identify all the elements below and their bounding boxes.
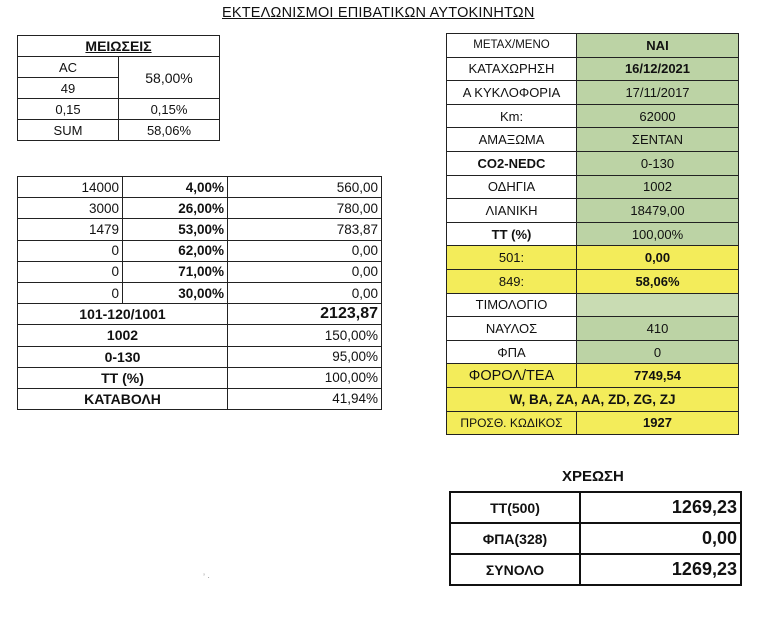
calc-rate: 4,00%	[123, 177, 228, 198]
calc-summary-row	[18, 325, 382, 346]
calc-row	[18, 240, 382, 261]
spec-row	[447, 34, 739, 58]
summary-value: 100,00%	[228, 367, 382, 388]
calc-base: 14000	[18, 177, 123, 198]
spec-row	[447, 104, 739, 128]
spec-row	[447, 317, 739, 341]
codes-cell: W, BA, ZA, AA, ZD, ZG, ZJ	[447, 387, 739, 411]
reductions-table	[17, 35, 220, 141]
reduction-row2-value: 0,15%	[119, 99, 220, 120]
spec-row	[447, 269, 739, 293]
spec-value: 58,06%	[577, 269, 739, 293]
vehicle-specs-table	[446, 33, 739, 435]
summary-label: ΚΑΤΑΒΟΛΗ	[18, 388, 228, 409]
ac-label: AC	[18, 57, 119, 78]
spec-label: 501:	[447, 246, 577, 270]
charge-label: ΦΠΑ(328)	[450, 523, 580, 554]
spec-label: CO2-NEDC	[447, 151, 577, 175]
spec-value: 410	[577, 317, 739, 341]
summary-label: TT (%)	[18, 367, 228, 388]
calc-base: 0	[18, 240, 123, 261]
summary-value: 2123,87	[228, 304, 382, 325]
spec-value: 1002	[577, 175, 739, 199]
spec-label: ΛΙΑΝΙΚΗ	[447, 199, 577, 223]
spec-label: Km:	[447, 104, 577, 128]
spec-row	[447, 246, 739, 270]
spec-value: ΝΑΙ	[577, 34, 739, 58]
spec-label: ΑΜΑΞΩΜΑ	[447, 128, 577, 152]
calc-rate: 62,00%	[123, 240, 228, 261]
spec-label: Α ΚΥΚΛΟΦΟΡΙΑ	[447, 81, 577, 105]
spec-row	[447, 222, 739, 246]
spec-label: ΜΕΤΑΧ/ΜΕΝΟ	[447, 34, 577, 58]
calc-amount: 0,00	[228, 261, 382, 282]
calc-row	[18, 198, 382, 219]
calc-row	[18, 177, 382, 198]
extra-code-value: 1927	[577, 411, 739, 435]
spec-value	[577, 293, 739, 317]
charge-value: 1269,23	[580, 554, 741, 585]
calc-base: 1479	[18, 219, 123, 240]
calc-summary-row	[18, 346, 382, 367]
calc-amount: 783,87	[228, 219, 382, 240]
charge-header: ΧΡΕΩΣΗ	[562, 468, 624, 485]
spec-label: ΦΟΡΟΛ/ΤΕΑ	[447, 364, 577, 388]
spec-row	[447, 199, 739, 223]
calc-summary-row	[18, 388, 382, 409]
spec-row	[447, 293, 739, 317]
document-title: ΕΚΤΕΛΩΝΙΣΜΟΙ ΕΠΙΒΑΤΙΚΩΝ ΑΥΤΟΚΙΝΗΤΩΝ	[222, 5, 535, 21]
spec-value: 0	[577, 340, 739, 364]
summary-label: 1002	[18, 325, 228, 346]
spec-value: 17/11/2017	[577, 81, 739, 105]
spec-value: 16/12/2021	[577, 57, 739, 81]
spec-value: ΣΕΝΤΑΝ	[577, 128, 739, 152]
calc-rate: 30,00%	[123, 282, 228, 303]
calc-amount: 0,00	[228, 282, 382, 303]
calc-base: 3000	[18, 198, 123, 219]
sum-value: 58,06%	[119, 120, 220, 141]
charge-label: ΣΥΝΟΛΟ	[450, 554, 580, 585]
calc-row	[18, 282, 382, 303]
spec-label: ΟΔΗΓΙΑ	[447, 175, 577, 199]
spec-value: 0-130	[577, 151, 739, 175]
charge-row	[450, 492, 741, 523]
spec-label: TT (%)	[447, 222, 577, 246]
spec-label: ΦΠΑ	[447, 340, 577, 364]
calc-amount: 560,00	[228, 177, 382, 198]
ac-value: 49	[18, 78, 119, 99]
spec-row	[447, 128, 739, 152]
summary-value: 95,00%	[228, 346, 382, 367]
calc-rate: 71,00%	[123, 261, 228, 282]
spec-row	[447, 340, 739, 364]
spec-row	[447, 175, 739, 199]
extra-code-label: ΠΡΟΣΘ. ΚΩΔΙΚΟΣ	[447, 411, 577, 435]
calc-row	[18, 261, 382, 282]
spec-row	[447, 81, 739, 105]
calc-rate: 53,00%	[123, 219, 228, 240]
calc-row	[18, 219, 382, 240]
charge-row	[450, 523, 741, 554]
spec-value: 18479,00	[577, 199, 739, 223]
reduction-row2-label: 0,15	[18, 99, 119, 120]
spec-value: 7749,54	[577, 364, 739, 388]
reductions-header: ΜΕΙΩΣΕΙΣ	[18, 36, 220, 57]
charge-row	[450, 554, 741, 585]
spec-value: 62000	[577, 104, 739, 128]
sum-label: SUM	[18, 120, 119, 141]
calc-amount: 780,00	[228, 198, 382, 219]
calc-base: 0	[18, 261, 123, 282]
calc-base: 0	[18, 282, 123, 303]
stray-mark: ’ ·	[203, 572, 211, 582]
charge-table	[449, 491, 742, 586]
ac-percent: 58,00%	[119, 57, 220, 99]
spec-value: 100,00%	[577, 222, 739, 246]
spec-row	[447, 364, 739, 388]
spec-label: ΝΑΥΛΟΣ	[447, 317, 577, 341]
tax-calculation-table	[17, 176, 382, 410]
calc-summary-row	[18, 304, 382, 325]
spec-row	[447, 57, 739, 81]
summary-value: 41,94%	[228, 388, 382, 409]
summary-label: 101-120/1001	[18, 304, 228, 325]
calc-amount: 0,00	[228, 240, 382, 261]
spec-label: ΤΙΜΟΛΟΓΙΟ	[447, 293, 577, 317]
charge-value: 1269,23	[580, 492, 741, 523]
charge-label: TT(500)	[450, 492, 580, 523]
summary-value: 150,00%	[228, 325, 382, 346]
calc-rate: 26,00%	[123, 198, 228, 219]
spec-label: 849:	[447, 269, 577, 293]
charge-value: 0,00	[580, 523, 741, 554]
calc-summary-row	[18, 367, 382, 388]
spec-label: ΚΑΤΑΧΩΡΗΣΗ	[447, 57, 577, 81]
spec-value: 0,00	[577, 246, 739, 270]
spec-row	[447, 151, 739, 175]
summary-label: 0-130	[18, 346, 228, 367]
